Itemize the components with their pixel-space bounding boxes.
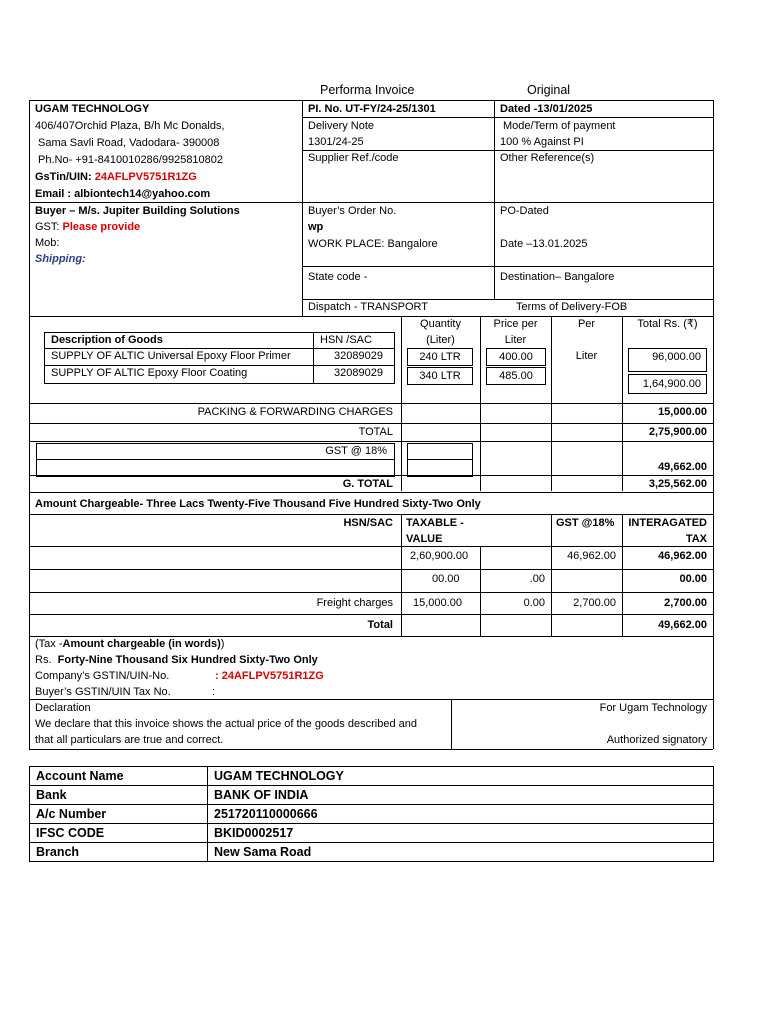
grand-total-label: G. TOTAL (342, 478, 393, 490)
bank-row (30, 786, 714, 805)
goods-header-description: Description of Goods (51, 334, 163, 346)
tax-row-1-integrated: 46,962.00 (658, 550, 707, 562)
goods-row-1-per: Liter (575, 350, 598, 362)
grand-total-value: 3,25,562.00 (648, 478, 707, 490)
tax-header-integrated-tax: TAX (685, 533, 707, 545)
dispatch: Dispatch - TRANSPORT (308, 301, 429, 313)
tax-row-2-integrated: 00.00 (679, 573, 707, 585)
goods-header-price: Price per (493, 318, 538, 330)
bank-label: Account Name (30, 767, 208, 786)
buyer-gst (35, 220, 140, 234)
declaration-title: Declaration (35, 702, 91, 714)
tax-row-2-rate: .00 (529, 573, 545, 585)
tax-words-suffix: ) (220, 638, 225, 650)
pi-number: PI. No. UT-FY/24-25/1301 (308, 103, 436, 115)
goods-header-quantity: Quantity (420, 318, 461, 330)
buyer-gstin-label: Buyer’s GSTIN/UIN Tax No. (35, 686, 171, 698)
seller-gstin-value: 24AFLPV5751R1ZG (94, 171, 197, 183)
delivery-note-value: 1301/24-25 (308, 136, 364, 148)
bank-row (30, 824, 714, 843)
copy-label: Original (527, 83, 571, 97)
freight-taxable: 15,000.00 (413, 597, 462, 609)
tax-header-value: VALUE (406, 533, 443, 545)
authorized-signatory: Authorized signatory (606, 734, 707, 746)
order-date: Date –13.01.2025 (500, 238, 588, 250)
seller-gstin (35, 170, 197, 184)
bank-label: A/c Number (30, 805, 208, 824)
bank-label: IFSC CODE (30, 824, 208, 843)
bank-row (30, 843, 714, 862)
freight-label: Freight charges (316, 597, 393, 609)
seller-email: Email : albiontech14@yahoo.com (35, 188, 211, 200)
declaration-line2: that all particulars are true and correct. (35, 734, 224, 746)
freight-rate: 0.00 (523, 597, 545, 609)
bank-value: BKID0002517 (208, 824, 714, 843)
bank-row (30, 805, 714, 824)
goods-row-1-description: SUPPLY OF ALTIC Universal Epoxy Floor Primer (51, 350, 291, 362)
work-place: WORK PLACE: Bangalore (308, 238, 438, 250)
bank-label: Bank (30, 786, 208, 805)
goods-row-1-price: 400.00 (499, 351, 533, 363)
goods-header-hsn: HSN /SAC (320, 334, 372, 346)
other-ref-label: Other Reference(s) (500, 152, 595, 164)
total-value: 2,75,900.00 (648, 426, 707, 438)
tax-header-gst: GST @18% (556, 517, 615, 529)
buyers-order-label: Buyer’s Order No. (308, 205, 397, 217)
tax-words-heading (35, 637, 224, 651)
state-code: State code - (308, 271, 368, 283)
goods-header-quantity-unit: (Liter) (426, 334, 455, 346)
tax-header-integrated: INTERAGATED (628, 517, 707, 529)
declaration-line1: We declare that this invoice shows the actual price of the goods described and (35, 718, 417, 730)
goods-row-2-total: 1,64,900.00 (642, 378, 701, 390)
seller-address-line2: Sama Savli Road, Vadodara- 390008 (38, 137, 220, 149)
total-label: TOTAL (358, 426, 393, 438)
company-gstin-label: Company’s GSTIN/UIN-No. (35, 670, 170, 682)
goods-header-price-unit: Liter (504, 334, 527, 346)
goods-row-2-price: 485.00 (499, 370, 533, 382)
seller-gstin-label: GsTin/UIN: (35, 171, 92, 183)
company-gstin-value: : 24AFLPV5751R1ZG (215, 670, 324, 682)
buyer-name: Buyer – M/s. Jupiter Building Solutions (35, 205, 240, 217)
bank-value: UGAM TECHNOLOGY (208, 767, 714, 786)
tax-header-taxable: TAXABLE - (406, 517, 464, 529)
bank-value: 251720110000666 (208, 805, 714, 824)
buyer-gst-value: Please provide (62, 221, 141, 233)
supplier-ref-label: Supplier Ref./code (308, 152, 399, 164)
for-company: For Ugam Technology (599, 702, 707, 714)
buyer-gst-label: GST: (35, 221, 60, 233)
document-title: Performa Invoice (320, 83, 415, 97)
tax-row-2-taxable: 00.00 (432, 573, 460, 585)
tax-row-1-taxable: 2,60,900.00 (410, 550, 469, 562)
bank-value: BANK OF INDIA (208, 786, 714, 805)
goods-row-2-hsn: 32089029 (334, 367, 383, 379)
payment-mode-label: Mode/Term of payment (503, 120, 616, 132)
freight-gst: 2,700.00 (573, 597, 616, 609)
po-dated-label: PO-Dated (500, 205, 549, 217)
tax-row-1-gst: 46,962.00 (567, 550, 616, 562)
seller-address-line1: 406/407Orchid Plaza, B/h Mc Donalds, (35, 120, 225, 132)
goods-row-1-qty: 240 LTR (419, 351, 461, 363)
bank-row (30, 767, 714, 786)
packing-value: 15,000.00 (658, 406, 707, 418)
bank-value: New Sama Road (208, 843, 714, 862)
goods-header-per: Per (577, 318, 596, 330)
buyers-order-value: wp (308, 221, 324, 233)
tax-words-label: Amount chargeable (in words) (62, 638, 221, 650)
goods-row-1-hsn: 32089029 (334, 350, 383, 362)
bank-label: Branch (30, 843, 208, 862)
buyer-mobile: Mob: (35, 237, 60, 249)
terms-of-delivery: Terms of Delivery-FOB (516, 301, 628, 313)
pi-date: Dated -13/01/2025 (500, 103, 593, 115)
amount-in-words: Amount Chargeable- Three Lacs Twenty-Five Thousand Five Hundred Sixty-Two Only (35, 498, 481, 510)
payment-mode-value: 100 % Against PI (500, 136, 584, 148)
goods-row-1-total: 96,000.00 (652, 351, 701, 363)
gst-label: GST @ 18% (325, 445, 387, 457)
tax-words (35, 653, 318, 667)
delivery-note-label: Delivery Note (308, 120, 375, 132)
gst-value: 49,662.00 (658, 461, 707, 473)
goods-row-2-qty: 340 LTR (419, 370, 461, 382)
destination: Destination– Bangalore (500, 271, 615, 283)
goods-row-2-description: SUPPLY OF ALTIC Epoxy Floor Coating (51, 367, 248, 379)
buyer-shipping: Shipping: (35, 253, 86, 265)
tax-words-prefix: (Tax - (35, 638, 63, 650)
tax-header-hsn: HSN/SAC (343, 517, 393, 529)
rs-prefix: Rs. (35, 654, 52, 666)
tax-total-label: Total (367, 619, 393, 631)
seller-name: UGAM TECHNOLOGY (35, 103, 150, 115)
packing-label: PACKING & FORWARDING CHARGES (197, 406, 393, 418)
tax-words-value: Forty-Nine Thousand Six Hundred Sixty-Two Only (57, 654, 318, 666)
seller-phone: Ph.No- +91-8410010286/9925810802 (38, 154, 224, 166)
tax-total-value: 49,662.00 (658, 619, 707, 631)
buyer-gstin-value: : (212, 686, 216, 698)
bank-details-table (29, 766, 714, 862)
freight-integrated: 2,700.00 (664, 597, 707, 609)
goods-header-total: Total Rs. (₹) (637, 318, 698, 330)
